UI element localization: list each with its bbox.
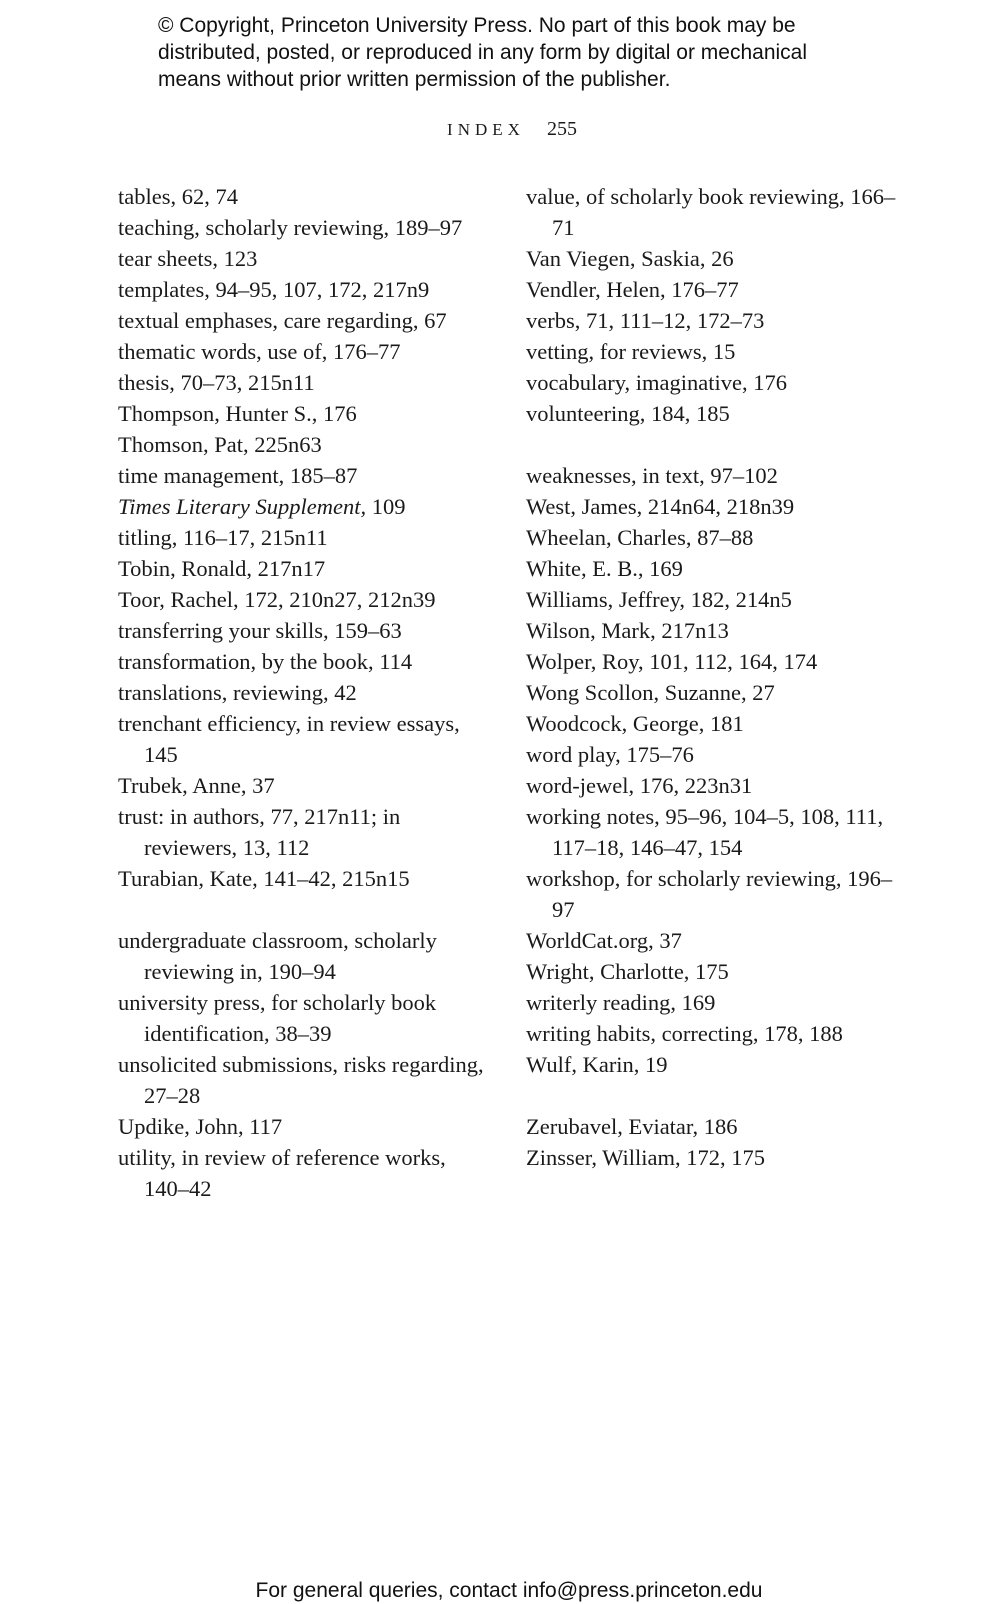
index-entry: Trubek, Anne, 37 [118, 773, 275, 798]
copyright-line: distributed, posted, or reproduced in any form by digital or mechanical [158, 41, 808, 64]
index-entry: tables, 62, 74 [118, 184, 238, 209]
index-entry [118, 491, 488, 522]
index-entry-pages: 109 [366, 494, 406, 519]
index-entry: verbs, 71, 111–12, 172–73 [526, 308, 765, 333]
index-entry: time management, 185–87 [118, 463, 358, 488]
index-column-right [526, 181, 896, 1173]
index-entry: writerly reading, 169 [526, 990, 716, 1015]
copyright-line: means without prior written permission of the publisher. [158, 68, 671, 91]
index-entry: titling, 116–17, 215n11 [118, 525, 328, 550]
index-entry: Thompson, Hunter S., 176 [118, 401, 357, 426]
index-entry: Tobin, Ronald, 217n17 [118, 556, 326, 581]
index-entry: Updike, John, 117 [118, 1114, 283, 1139]
index-entry: Zerubavel, Eviatar, 186 [526, 1114, 738, 1139]
index-entry: textual emphases, care regarding, 67 [118, 308, 447, 333]
copyright-notice [158, 12, 878, 93]
index-entry: West, James, 214n64, 218n39 [526, 494, 795, 519]
index-entry: Wright, Charlotte, 175 [526, 959, 729, 984]
letter-group-gap [118, 894, 488, 925]
index-entry: transformation, by the book, 114 [118, 649, 413, 674]
index-entry: Turabian, Kate, 141–42, 215n15 [118, 866, 410, 891]
footer-contact: For general queries, contact info@press.princeton.edu [255, 1579, 763, 1602]
index-entry: trust: in authors, 77, 217n11; in reviewers, 13, 112 [118, 804, 401, 860]
index-entry: White, E. B., 169 [526, 556, 683, 581]
index-entry: value, of scholarly book reviewing, 166–71 [526, 184, 896, 240]
index-entry: teaching, scholarly reviewing, 189–97 [118, 215, 463, 240]
index-entry: workshop, for scholarly reviewing, 196–97 [526, 866, 893, 922]
index-entry: Van Viegen, Saskia, 26 [526, 246, 734, 271]
index-entry: word-jewel, 176, 223n31 [526, 773, 753, 798]
index-entry: Wheelan, Charles, 87–88 [526, 525, 754, 550]
index-entry: vocabulary, imaginative, 176 [526, 370, 787, 395]
index-entry: thematic words, use of, 176–77 [118, 339, 401, 364]
index-entry: Williams, Jeffrey, 182, 214n5 [526, 587, 792, 612]
index-entry: templates, 94–95, 107, 172, 217n9 [118, 277, 430, 302]
index-entry: Toor, Rachel, 172, 210n27, 212n39 [118, 587, 436, 612]
index-entry: university press, for scholarly book identification, 38–39 [118, 990, 437, 1046]
index-entry: Wilson, Mark, 217n13 [526, 618, 729, 643]
index-entry: transferring your skills, 159–63 [118, 618, 402, 643]
page-number: 255 [546, 118, 577, 140]
index-entry: weaknesses, in text, 97–102 [526, 463, 778, 488]
index-entry: vetting, for reviews, 15 [526, 339, 736, 364]
index-entry: WorldCat.org, 37 [526, 928, 682, 953]
index-entry: Woodcock, George, 181 [526, 711, 744, 736]
index-entry: unsolicited submissions, risks regarding, 27–28 [118, 1052, 484, 1108]
running-head-label: INDEX [447, 120, 525, 139]
index-entry: word play, 175–76 [526, 742, 694, 767]
index-entry: volunteering, 184, 185 [526, 401, 730, 426]
index-entry: trenchant efficiency, in review essays, 145 [118, 711, 460, 767]
index-entry: Thomson, Pat, 225n63 [118, 432, 322, 457]
index-entry: Wulf, Karin, 19 [526, 1052, 668, 1077]
index-entry: Zinsser, William, 172, 175 [526, 1145, 766, 1170]
index-entry: utility, in review of reference works, 140–42 [118, 1145, 446, 1201]
copyright-line: © Copyright, Princeton University Press. No part of this book may be [158, 14, 796, 37]
index-entry: translations, reviewing, 42 [118, 680, 357, 705]
index-entry-title: Times Literary Supplement, [118, 494, 367, 519]
letter-group-gap [526, 1080, 896, 1111]
index-entry: writing habits, correcting, 178, 188 [526, 1021, 843, 1046]
index-entry: thesis, 70–73, 215n11 [118, 370, 315, 395]
index-entry: working notes, 95–96, 104–5, 108, 111, 117–18, 146–47, 154 [526, 804, 884, 860]
index-entry: Wong Scollon, Suzanne, 27 [526, 680, 775, 705]
letter-group-gap [526, 429, 896, 460]
index-entry: undergraduate classroom, scholarly reviewing in, 190–94 [118, 928, 437, 984]
index-entry: tear sheets, 123 [118, 246, 258, 271]
index-entry: Vendler, Helen, 176–77 [526, 277, 739, 302]
running-head [0, 116, 1000, 143]
index-entry: Wolper, Roy, 101, 112, 164, 174 [526, 649, 818, 674]
index-column-left [118, 181, 488, 1204]
